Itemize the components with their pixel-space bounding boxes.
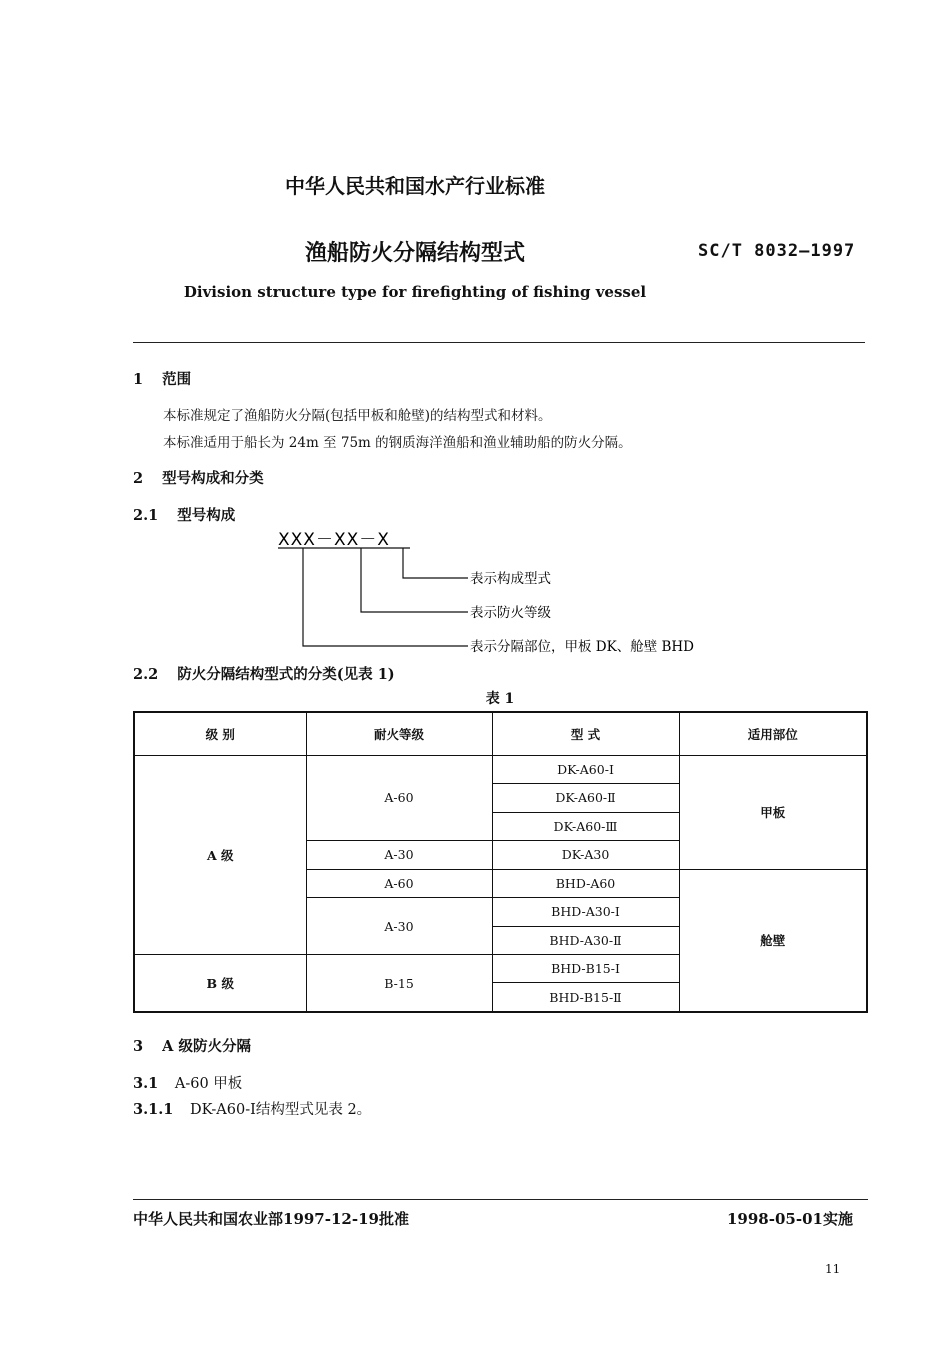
cell-rating: A-30	[306, 841, 492, 869]
cell-type: BHD-B15-Ⅰ	[492, 955, 679, 983]
label-type: 表示构成型式	[470, 571, 551, 587]
page-number: 11	[825, 1262, 841, 1276]
model-structure-diagram	[270, 528, 740, 658]
header-location: 适用部位	[679, 712, 867, 755]
header-rating: 耐火等级	[306, 712, 492, 755]
table-header-row	[134, 712, 867, 755]
branch-line-type	[403, 548, 468, 578]
cell-rating: A-60	[306, 869, 492, 897]
label-rating: 表示防火等级	[470, 605, 551, 621]
cell-type: BHD-A30-Ⅱ	[492, 926, 679, 954]
section311-text: DK-A60-Ⅰ结构型式见表 2。	[189, 1102, 372, 1118]
section22-number: 2.2	[133, 666, 159, 683]
section31-heading	[133, 1072, 242, 1093]
section3-heading	[133, 1035, 251, 1056]
top-divider	[133, 342, 865, 343]
cell-type: BHD-A60	[492, 869, 679, 897]
table-row	[134, 755, 867, 783]
cell-type: BHD-B15-Ⅱ	[492, 983, 679, 1012]
section311-number: 3.1.1	[133, 1101, 174, 1118]
bottom-divider	[133, 1199, 868, 1200]
section31-title: A-60 甲板	[174, 1076, 243, 1092]
section1-para2: 本标准适用于船长为 24m 至 75m 的钢质海洋渔船和渔业辅助船的防火分隔。	[163, 435, 632, 451]
section1-number: 1	[133, 371, 144, 388]
header-type: 型 式	[492, 712, 679, 755]
section1-title: 范围	[162, 371, 192, 388]
section31-number: 3.1	[133, 1075, 159, 1092]
cell-location-bulkhead: 舱壁	[679, 869, 867, 1012]
cell-class-b: B 级	[134, 955, 306, 1013]
section22-heading	[133, 663, 395, 684]
section21-number: 2.1	[133, 507, 159, 524]
header-class: 级 别	[134, 712, 306, 755]
section2-number: 2	[133, 470, 144, 487]
model-pattern: XXX－XX－X	[278, 530, 390, 550]
standard-code: SC/T 8032—1997	[698, 241, 856, 261]
cell-rating: B-15	[306, 955, 492, 1013]
cell-location-deck: 甲板	[679, 755, 867, 869]
section1-heading	[133, 368, 191, 389]
implementation-line: 1998-05-01实施	[727, 1210, 853, 1228]
section2-heading	[133, 467, 264, 488]
cell-type: DK-A60-Ⅲ	[492, 812, 679, 840]
section21-heading	[133, 504, 235, 525]
english-title: Division structure type for firefighting of fishing vessel	[183, 283, 647, 301]
cell-type: DK-A60-Ⅱ	[492, 784, 679, 812]
organization-title: 中华人民共和国水产行业标准	[285, 174, 545, 198]
branch-line-location	[303, 548, 468, 646]
section22-title: 防火分隔结构型式的分类(见表 1)	[177, 666, 395, 683]
table1-caption: 表 1	[485, 691, 515, 707]
section3-title: A 级防火分隔	[162, 1038, 251, 1055]
cell-type: DK-A30	[492, 841, 679, 869]
section1-para1: 本标准规定了渔船防火分隔(包括甲板和舱壁)的结构型式和材料。	[163, 408, 552, 424]
cell-type: DK-A60-Ⅰ	[492, 755, 679, 783]
cell-rating: A-60	[306, 755, 492, 840]
label-location: 表示分隔部位，甲板 DK、舱壁 BHD	[470, 639, 695, 655]
section21-title: 型号构成	[177, 507, 236, 524]
classification-table	[133, 711, 868, 1013]
document-title: 渔船防火分隔结构型式	[304, 240, 525, 266]
cell-type: BHD-A30-Ⅰ	[492, 898, 679, 926]
cell-rating: A-30	[306, 898, 492, 955]
section311-line	[133, 1098, 371, 1119]
approval-line: 中华人民共和国农业部1997-12-19批准	[133, 1210, 409, 1228]
section2-title: 型号构成和分类	[162, 470, 264, 487]
section3-number: 3	[133, 1038, 144, 1055]
cell-class-a: A 级	[134, 755, 306, 954]
branch-line-rating	[361, 548, 468, 612]
